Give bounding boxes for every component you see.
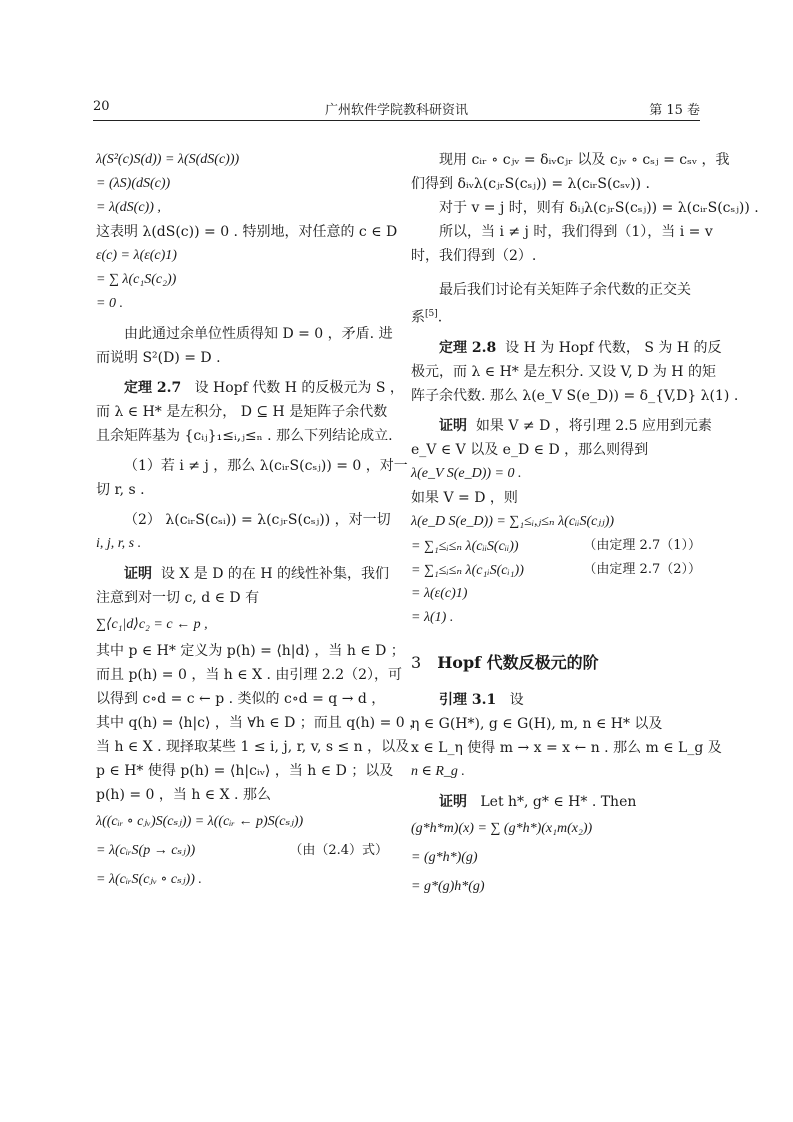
section-number: 3	[411, 653, 422, 672]
volume-label: 第 15 卷	[649, 103, 700, 118]
page-number: 20	[93, 99, 110, 114]
text-line: 如果 V = D ，则	[411, 490, 518, 506]
theorem-label: 定理 2.8	[439, 340, 497, 356]
equation-line: = 0 .	[96, 296, 123, 311]
journal-title: 广州软件学院教科研资讯	[324, 103, 468, 118]
equation-line: = (λS)(dS(c))	[96, 176, 171, 191]
text-line: 现用 cᵢᵣ ∘ cⱼᵥ = δᵢᵥcⱼᵣ 以及 cⱼᵥ ∘ cₛⱼ = cₛᵥ ，我	[439, 152, 730, 168]
proof-start: 证明 如果 V ≠ D ，将引理 2.5 应用到元素	[439, 418, 712, 434]
equation-line: = λ(dS(c)) ,	[96, 200, 161, 215]
equation-line: λ((cᵢᵣ ∘ cⱼᵥ)S(cₛⱼ)) = λ((cᵢᵣ ← p)S(cₛⱼ))	[96, 814, 304, 829]
text-line: 以得到 c∘d = c ← p . 类似的 c∘d = q → d ，	[96, 691, 386, 707]
equation-line-tagged: = λ(cᵢᵣS(p → cₛⱼ)) （由（2.4）式）	[96, 836, 388, 865]
text-line: i, j, r, s .	[96, 536, 142, 551]
theorem-2-7	[96, 376, 404, 400]
theorem-label: 定理 2.7	[124, 380, 182, 396]
citation: [5]	[425, 309, 438, 319]
text-line: 最后我们讨论有关矩阵子余代数的正交关	[439, 282, 691, 298]
text-line: 切 r, s .	[96, 482, 145, 498]
lemma-3-1: 引理 3.1 设	[439, 692, 524, 708]
text-line: e_V ∈ V 以及 e_D ∈ D ，那么则得到	[411, 442, 649, 458]
text-line: 由此通过余单位性质得知 D = 0 ，矛盾. 进	[124, 326, 393, 342]
equation-line: ∑⟨c₁|d⟩c₂ = c ← p ,	[96, 617, 208, 632]
theorem-2-8	[411, 336, 722, 360]
text-line: x ∈ L_η 使得 m → x = x ← n . 那么 m ∈ L_g 及	[411, 740, 722, 756]
running-header	[93, 99, 700, 119]
text-line: 而 λ ∈ H* 是左积分， D ⊆ H 是矩阵子余代数	[96, 404, 388, 420]
equation-line-tagged: = ∑₁≤ᵢ≤ₙ λ(cᵢᵢS(cᵢᵢ)) （由定理 2.7（1））	[411, 534, 701, 558]
equation-line: (g*h*m)(x) = ∑ (g*h*)(x₁m(x₂))	[411, 821, 593, 836]
text-line: 对于 v = j 时，则有 δᵢⱼλ(cⱼᵣS(cₛⱼ)) = λ(cᵢᵣS(cₛⱼ)) .	[439, 200, 759, 216]
theorem-text: 设 H 为 Hopf 代数， S 为 H 的反	[505, 340, 722, 356]
left-column	[96, 148, 424, 894]
text-line: 当 h ∈ X . 现择取某些 1 ≤ i, j, r, v, s ≤ n ，以及	[96, 739, 410, 755]
equation-line: = λ(1) .	[411, 610, 454, 625]
text-line: 而且 p(h) = 0 ，当 h ∈ X . 由引理 2.2（2），可	[96, 667, 403, 683]
text-line: 阵子余代数. 那么 λ(e_V S(e_D)) = δ_{V,D} λ(1) .	[411, 388, 739, 404]
text-line: 时，我们得到（2）.	[411, 248, 537, 264]
equation-line: = g*(g)h*(g)	[411, 879, 485, 894]
equation-tag: （由定理 2.7（1））	[583, 538, 701, 553]
text-line: η ∈ G(H*), g ∈ G(H), m, n ∈ H* 以及	[411, 716, 663, 732]
text-line: 这表明 λ(dS(c)) = 0 . 特别地，对任意的 c ∈ D	[96, 224, 398, 240]
proof-start: 证明 设 X 是 D 的在 H 的线性补集，我们	[124, 566, 390, 582]
lemma-label: 引理 3.1	[439, 692, 497, 708]
text-line: n ∈ R_g .	[411, 764, 465, 779]
equation-line: = (g*h*)(g)	[411, 850, 478, 865]
proof-label: 证明	[439, 794, 467, 810]
section-heading	[411, 648, 701, 678]
equation-line: = ∑ λ(c₁S(c₂))	[96, 272, 177, 287]
equation-line: ε(c) = λ(ε(c)1)	[96, 248, 177, 263]
text-line: 所以，当 i ≠ j 时，我们得到（1），当 i = v	[439, 224, 713, 240]
proof-label: 证明	[124, 566, 152, 582]
equation-tag: （由定理 2.7（2））	[583, 562, 701, 577]
equation-line: λ(S²(c)S(d)) = λ(S(dS(c)))	[96, 152, 240, 167]
claim-1: （1）若 i ≠ j ，那么 λ(cᵢᵣS(cₛⱼ)) = 0 ，对一	[124, 458, 408, 474]
text-line: 其中 p ∈ H* 定义为 p(h) = ⟨h|d⟩ ，当 h ∈ D ；	[96, 643, 405, 659]
proof-start: 证明 Let h*, g* ∈ H* . Then	[439, 794, 637, 810]
text-line: 且余矩阵基为 {cᵢⱼ}₁≤ᵢ,ⱼ≤ₙ . 那么下列结论成立.	[96, 428, 393, 444]
text-line: 系[5].	[411, 309, 443, 326]
right-column	[411, 148, 759, 901]
equation-line: = λ(ε(c)1)	[411, 586, 468, 601]
equation-tag: （由（2.4）式）	[289, 843, 388, 858]
proof-label: 证明	[439, 418, 467, 434]
equation-line: λ(e_V S(e_D)) = 0 .	[411, 466, 522, 481]
equation-line-tagged: = ∑₁≤ᵢ≤ₙ λ(c₁ᵢS(cᵢ₁)) （由定理 2.7（2））	[411, 558, 701, 582]
equation-line: λ(e_D S(e_D)) = ∑₁≤ᵢ,ⱼ≤ₙ λ(cᵢᵢS(cⱼⱼ))	[411, 514, 615, 529]
equation-line: = λ(cᵢᵣS(cⱼᵥ ∘ cₛⱼ)) .	[96, 872, 202, 887]
text-line: 极元，而 λ ∈ H* 是左积分. 又设 V, D 为 H 的矩	[411, 364, 716, 380]
text-line: p(h) = 0 ，当 h ∈ X . 那么	[96, 787, 271, 803]
claim-2: （2） λ(cᵢᵣS(cₛᵢ)) = λ(cⱼᵣS(cₛⱼ)) ，对一切	[124, 512, 391, 528]
text-line: 们得到 δᵢᵥλ(cⱼᵣS(cₛⱼ)) = λ(cᵢᵣS(cₛᵥ)) .	[411, 176, 651, 192]
section-title: Hopf 代数反极元的阶	[437, 653, 599, 672]
text-line: p ∈ H* 使得 p(h) = ⟨h|cᵢᵥ⟩ ，当 h ∈ D ；以及	[96, 763, 394, 779]
text-line: 其中 q(h) = ⟨h|c⟩ ，当 ∀h ∈ D ；而且 q(h) = 0 ，	[96, 715, 424, 731]
theorem-text: 设 Hopf 代数 H 的反极元为 S ，	[194, 380, 404, 396]
text-line: 而说明 S²(D) = D .	[96, 350, 221, 366]
text-line: 注意到对一切 c, d ∈ D 有	[96, 590, 260, 606]
header-rule	[93, 120, 700, 121]
